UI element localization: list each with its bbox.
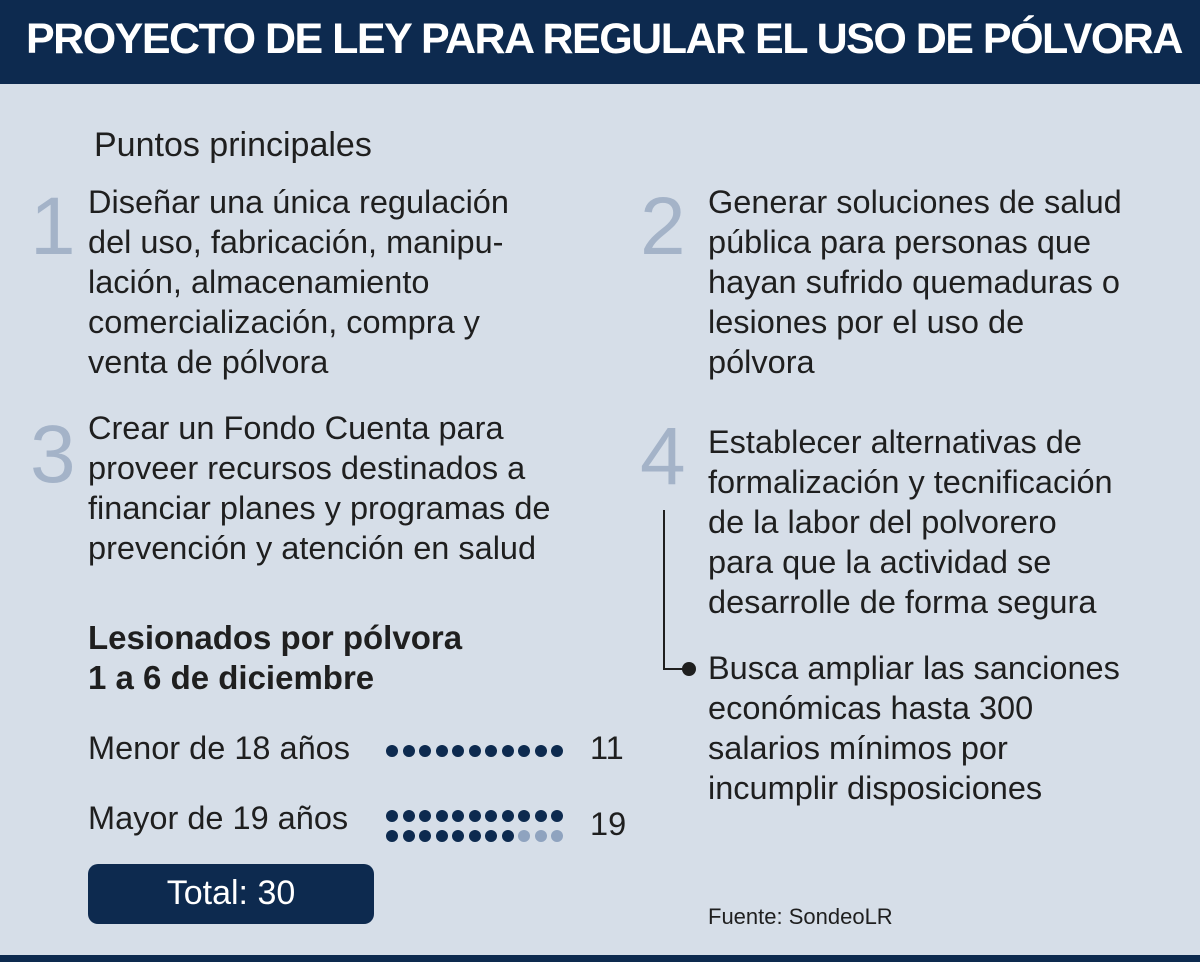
sub-point-line: salarios mínimos por <box>708 730 1008 766</box>
count-dot <box>419 810 431 822</box>
point-2-line: hayan sufrido quemaduras o <box>708 264 1120 300</box>
connector-line <box>663 510 665 670</box>
lesionados-subtitle-line: 1 a 6 de diciembre <box>88 659 375 696</box>
count-dot <box>502 745 514 757</box>
count-dot <box>535 810 547 822</box>
count-dot <box>518 745 530 757</box>
total-badge <box>88 864 374 924</box>
point-number-2: 2 <box>640 181 686 272</box>
point-number-3: 3 <box>30 409 76 500</box>
point-1-line: lación, almacenamiento <box>88 264 430 300</box>
point-text-4 <box>708 422 1113 622</box>
count-dot <box>419 745 431 757</box>
point-3-line: financiar planes y programas de <box>88 490 551 526</box>
point-1-line: del uso, fabricación, manipu- <box>88 224 504 260</box>
count-dot <box>436 830 448 842</box>
sub-point-line: Busca ampliar las sanciones <box>708 650 1120 686</box>
count-dot <box>436 745 448 757</box>
count-dot <box>386 745 398 757</box>
count-dot <box>452 745 464 757</box>
count-dot <box>386 810 398 822</box>
count-dot <box>386 830 398 842</box>
point-1-line: venta de pólvora <box>88 344 329 380</box>
point-text-1 <box>88 182 509 382</box>
empty-dot <box>551 830 563 842</box>
point-2-line: lesiones por el uso de <box>708 304 1025 340</box>
count-dot <box>452 830 464 842</box>
row-label-menor: Menor de 18 años <box>88 730 350 766</box>
count-dot <box>502 810 514 822</box>
point-3-line: proveer recursos destinados a <box>88 450 526 486</box>
sub-point-text <box>708 648 1120 808</box>
point-4-line: para que la actividad se <box>708 544 1052 580</box>
empty-dot <box>518 830 530 842</box>
count-dot <box>436 810 448 822</box>
point-number-4: 4 <box>640 411 686 502</box>
page-title: PROYECTO DE LEY PARA REGULAR EL USO DE PÓLVORA <box>26 15 1182 63</box>
count-dot <box>518 810 530 822</box>
point-4-line: formalización y tecnificación <box>708 464 1113 500</box>
count-dot <box>469 830 481 842</box>
point-3-line: Crear un Fondo Cuenta para <box>88 410 504 446</box>
lesionados-title-line: Lesionados por pólvora <box>88 619 463 656</box>
point-3-line: prevención y atención en salud <box>88 530 537 566</box>
count-dot <box>502 830 514 842</box>
count-dot <box>551 745 563 757</box>
point-4-line: Establecer alternativas de <box>708 424 1082 460</box>
point-2-line: pólvora <box>708 344 815 380</box>
point-1-line: Diseñar una única regulación <box>88 184 509 220</box>
count-dot <box>469 745 481 757</box>
point-4-line: de la labor del polvorero <box>708 504 1057 540</box>
source-note: Fuente: SondeoLR <box>708 904 893 929</box>
empty-dot <box>535 830 547 842</box>
lesionados-title <box>88 618 462 698</box>
count-dot <box>485 810 497 822</box>
count-dot <box>452 810 464 822</box>
count-dot <box>419 830 431 842</box>
count-dot <box>403 810 415 822</box>
count-dot <box>469 810 481 822</box>
point-4-line: desarrolle de forma segura <box>708 584 1097 620</box>
point-1-line: comercialización, compra y <box>88 304 480 340</box>
count-dot <box>403 745 415 757</box>
count-dot <box>403 830 415 842</box>
point-text-2 <box>708 182 1122 382</box>
bottom-bar <box>0 955 1200 962</box>
count-dot <box>485 830 497 842</box>
point-text-3 <box>88 408 550 568</box>
sub-point-line: incumplir disposiciones <box>708 770 1043 806</box>
point-number-1: 1 <box>30 181 76 272</box>
bullet-dot <box>682 662 696 676</box>
header-banner <box>0 0 1200 84</box>
total-label: Total: 30 <box>166 874 296 912</box>
point-2-line: Generar soluciones de salud <box>708 184 1122 220</box>
count-dot <box>485 745 497 757</box>
count-dot <box>551 810 563 822</box>
row-label-mayor: Mayor de 19 años <box>88 800 349 836</box>
row-value-mayor: 19 <box>590 806 627 842</box>
count-dot <box>535 745 547 757</box>
row-value-menor: 11 <box>590 730 624 766</box>
point-2-line: pública para personas que <box>708 224 1092 260</box>
sub-point-line: económicas hasta 300 <box>708 690 1034 726</box>
section-title: Puntos principales <box>94 126 372 164</box>
